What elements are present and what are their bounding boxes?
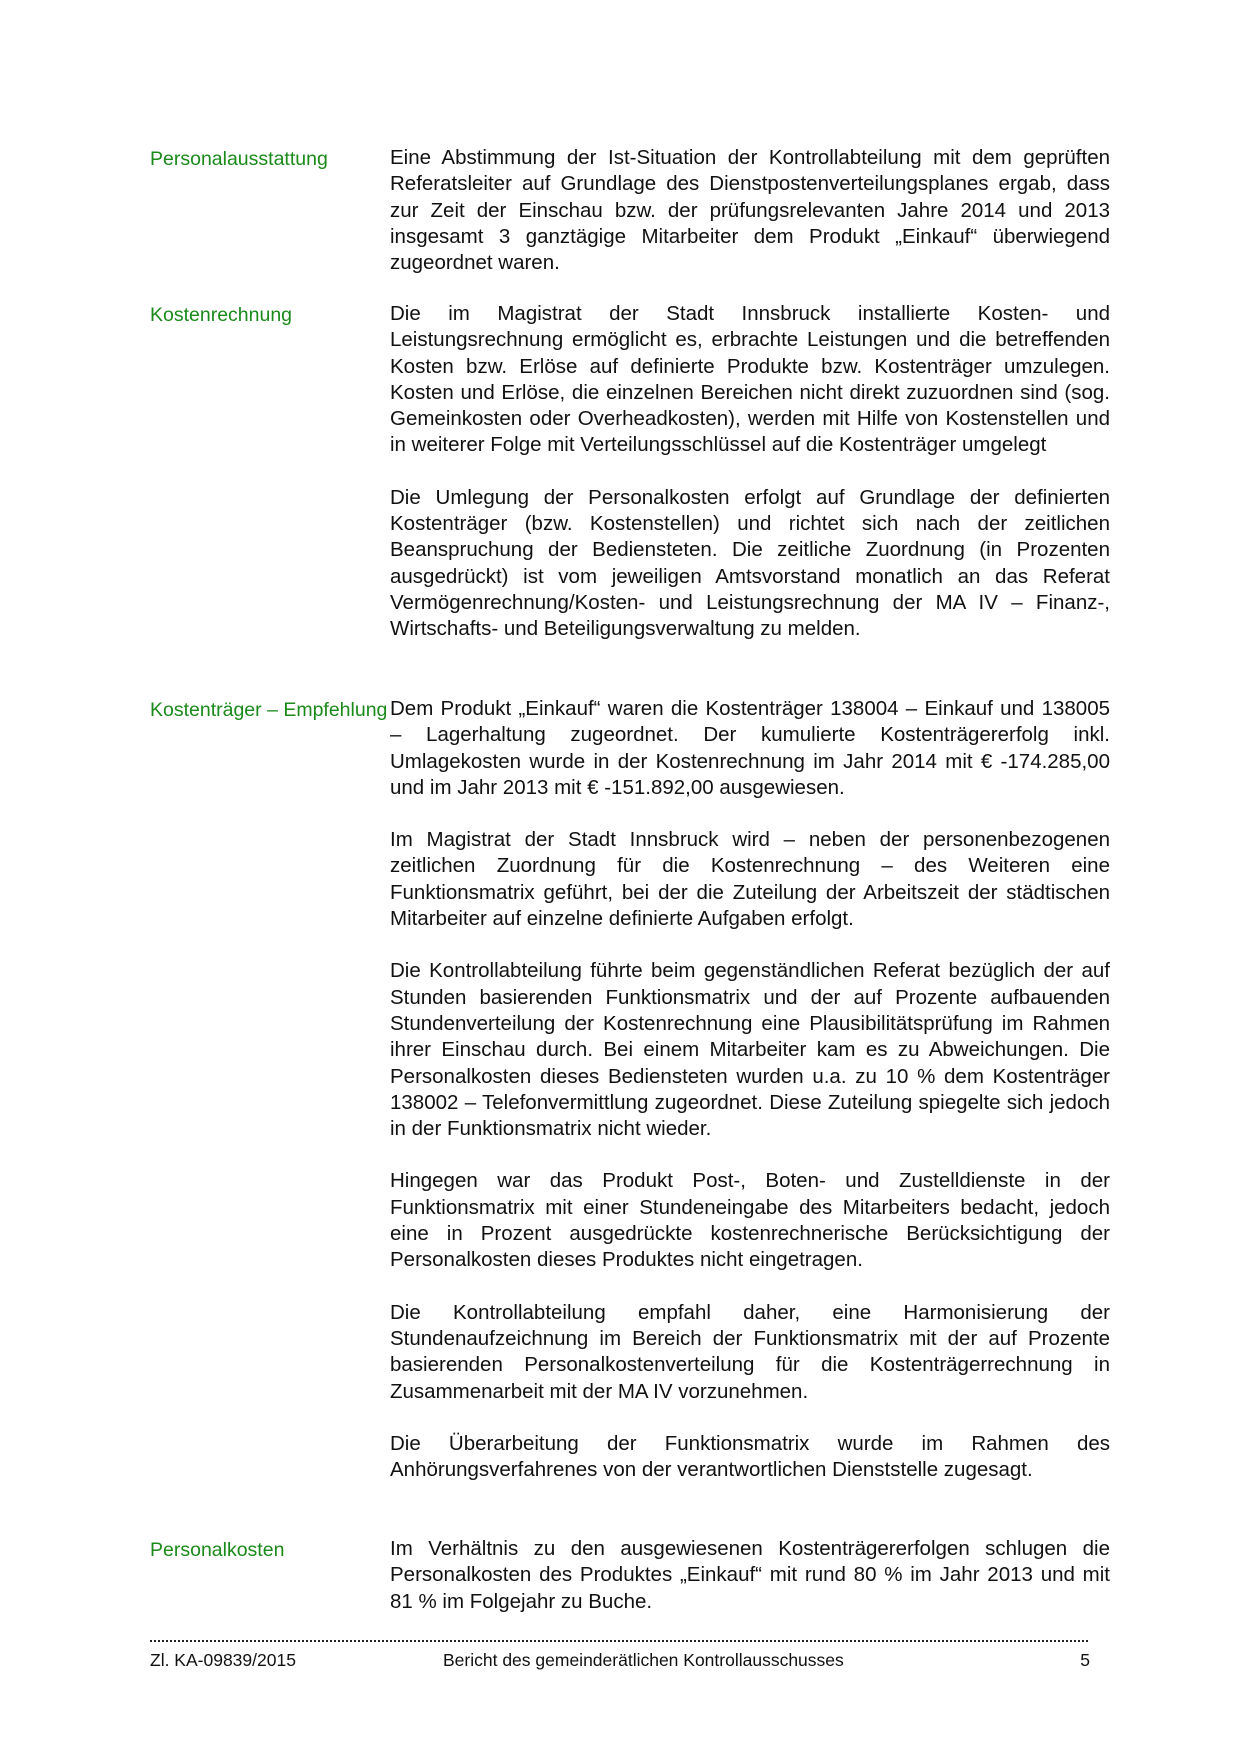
section-kostentraeger-empfehlung [150,696,1110,1509]
section-body [390,696,1110,1509]
section-body [390,145,1110,302]
paragraph: Die Kontrollabteilung führte beim gegenständlichen Referat bezüglich der auf Stunden basierenden Funktionsmatrix und der auf Prozente aufbauenden Stundenverteilung der Kostenrechnung eine Plausibilitätsprüfung im Rahmen ihrer Einschau durch. Bei einem Mitarbeiter kam es zu Abweichungen. Die Personalkosten dieses Bediensteten wurden u.a. zu 10 % dem Kostenträger 138002 – Telefonvermittlung zugeordnet. Diese Zuteilung spiegelte sich jedoch in der Funktionsmatrix nicht wieder. [390,959,1110,1141]
section-body [390,1536,1110,1641]
paragraph: Hingegen war das Produkt Post-, Boten- und Zustelldienste in der Funktionsmatrix mit einer Stundeneingabe des Mitarbeiters bedacht, jedoch eine in Prozent ausgedrückte kostenrechnerische Berücksichtigung der Personalkosten dieses Produktes nicht eingetragen. [390,1169,1110,1272]
page-number: 5 [1080,1650,1090,1670]
section-personalausstattung [150,145,1110,302]
paragraph: Die Umlegung der Personalkosten erfolgt auf Grundlage der definierten Kostenträger (bzw. Kostenstellen) und richtet sich nach der zeitlichen Beanspruchung der Bediensteten. Die zeitliche Zuordnung (in Prozenten ausgedrückt) ist vom jeweiligen Amtsvorstand monatlich an das Referat Vermögenrechnung/Kosten- und Leistungsrechnung der MA IV – Finanz-, Wirtschafts- und Beteiligungsverwaltung zu melden. [390,485,1110,641]
paragraph: Im Verhältnis zu den ausgewiesenen Kostenträgererfolgen schlugen die Personalkosten des Produktes „Einkauf“ mit rund 80 % im Jahr 2013 und mit 81 % im Folgejahr zu Buche. [390,1537,1110,1613]
paragraph: Im Magistrat der Stadt Innsbruck wird – neben der personenbezogenen zeitlichen Zuordnung für die Kostenrechnung – des Weiteren eine Funktionsmatrix geführt, bei der die Zuteilung der Arbeitszeit der städtischen Mitarbeiter auf einzelne definierte Aufgaben erfolgt. [390,828,1110,931]
paragraph: Die Überarbeitung der Funktionsmatrix wurde im Rahmen des Anhörungsverfahrenes von der verantwortlichen Dienststelle zugesagt. [390,1431,1110,1482]
footer-title: Bericht des gemeinderätlichen Kontrollausschusses [443,1650,844,1670]
paragraph: Die Kontrollabteilung empfahl daher, eine Harmonisierung der Stundenaufzeichnung im Bereich der Funktionsmatrix mit der auf Prozente basierenden Personalkostenverteilung für die Kostenträgerrechnung in Zusammenarbeit mit der MA IV vorzunehmen. [390,1300,1110,1403]
paragraph: Eine Abstimmung der Ist-Situation der Kontrollabteilung mit dem geprüften Referatsleiter auf Grundlage des Dienstpostenverteilungsplanes ergab, dass zur Zeit der Einschau bzw. der prüfungsrelevanten Jahre 2014 und 2013 insgesamt 3 ganztägige Mitarbeiter dem Produkt „Einkauf“ überwiegend zugeordnet waren. [390,146,1110,275]
side-label: Personalausstattung [150,148,328,170]
side-label: Personalkosten [150,1539,285,1561]
section-kostenrechnung [150,301,1110,669]
section-body [390,301,1110,669]
side-label: Kostenträger – Empfehlung [150,699,388,721]
section-personalkosten [150,1536,1110,1641]
paragraph: Dem Produkt „Einkauf“ waren die Kostenträger 138004 – Einkauf und 138005 – Lagerhaltung zugeordnet. Der kumulierte Kostenträgererfolg inkl. Umlagekosten wurde in der Kostenrechnung im Jahr 2014 mit € -174.285,00 und im Jahr 2013 mit € -151.892,00 ausgewiesen. [390,697,1110,799]
paragraph: Die im Magistrat der Stadt Innsbruck installierte Kosten- und Leistungsrechnung ermöglicht es, erbrachte Leistungen und die betreffenden Kosten bzw. Erlöse auf definierte Produkte bzw. Kostenträger umzulegen. Kosten und Erlöse, die einzelnen Bereichen nicht direkt zuzuordnen sind (sog. Gemeinkosten oder Overheadkosten), werden mit Hilfe von Kostenstellen und in weiterer Folge mit Verteilungsschlüssel auf die Kostenträger umgelegt [390,302,1110,457]
side-label: Kostenrechnung [150,304,293,326]
footer-reference: Zl. KA-09839/2015 [150,1650,296,1670]
footer-divider [150,1640,1088,1642]
